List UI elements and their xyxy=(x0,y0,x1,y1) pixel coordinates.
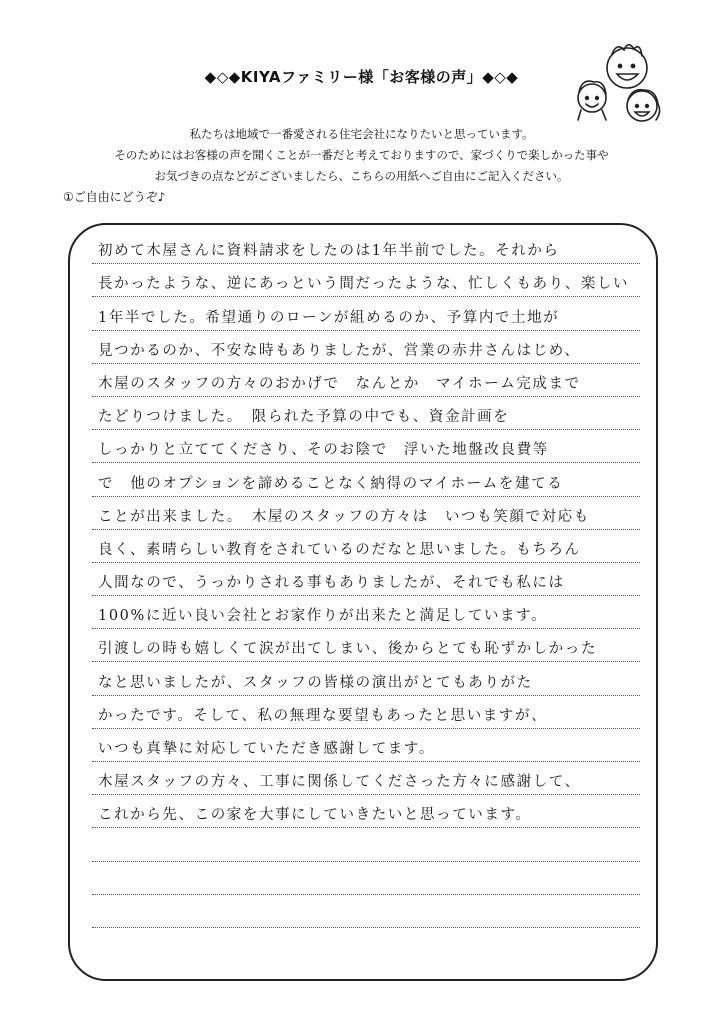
comment-line: なと思いましたが、スタッフの皆様の演出がとてもありがた xyxy=(92,662,640,695)
comment-line: 引渡しの時も嬉しくて涙が出てしまい、後からとても恥ずかしかった xyxy=(92,629,640,662)
intro-line-3: お気づきの点などがございましたら、こちらの用紙へご自由にご記入ください。 xyxy=(154,169,569,183)
comment-line: かったです。そして、私の無理な要望もあったと思いますが、 xyxy=(92,696,640,729)
comment-line xyxy=(92,828,640,861)
comment-line xyxy=(92,862,640,895)
intro-text xyxy=(0,124,723,187)
comment-line: しっかりと立ててくださり、そのお陰で 浮いた地盤改良費等 xyxy=(92,430,640,463)
comment-line: 見つかるのか、不安な時もありましたが、営業の赤井さんはじめ、 xyxy=(92,331,640,364)
comment-line: ことが出来ました。 木屋のスタッフの方々は いつも笑顔で対応も xyxy=(92,497,640,530)
comment-line xyxy=(92,895,640,928)
comment-line: 初めて木屋さんに資料請求をしたのは1年半前でした。それから xyxy=(92,231,640,264)
comment-line: 良く、素晴らしい教育をされているのだなと思いました。もちろん xyxy=(92,530,640,563)
intro-line-1: 私たちは地域で一番愛される住宅会社になりたいと思っています。 xyxy=(189,127,534,141)
comment-line: 長かったような、逆にあっという間だったような、忙しくもあり、楽しい xyxy=(92,264,640,297)
free-comment-prompt: ①ご自由にどうぞ♪ xyxy=(63,190,166,204)
family-illustration-icon xyxy=(572,40,672,130)
comment-line: 人間なので、うっかりされる事もありましたが、それでも私には xyxy=(92,563,640,596)
comment-line: 木屋のスタッフの方々のおかげで なんとか マイホーム完成まで xyxy=(92,364,640,397)
comment-line: いつも真摯に対応していただき感謝してます。 xyxy=(92,729,640,762)
intro-line-2: そのためにはお客様の声を聞くことが一番だと考えておりますので、家づくりで楽しかった事や xyxy=(114,148,609,162)
comment-line: たどりつけました。 限られた予算の中でも、資金計画を xyxy=(92,397,640,430)
comment-line: 木屋スタッフの方々、工事に関係してくださった方々に感謝して、 xyxy=(92,762,640,795)
page-title: ◆◇◆KIYAファミリー様「お客様の声」◆◇◆ xyxy=(204,68,519,86)
handwritten-comment xyxy=(92,231,640,928)
comment-line: 1年半でした。希望通りのローンが組めるのか、予算内で土地が xyxy=(92,297,640,330)
comment-line: で 他のオプションを諦めることなく納得のマイホームを建てる xyxy=(92,463,640,496)
comment-line: 100%に近い良い会社とお家作りが出来たと満足しています。 xyxy=(92,596,640,629)
comment-line: これから先、この家を大事にしていきたいと思っています。 xyxy=(92,795,640,828)
